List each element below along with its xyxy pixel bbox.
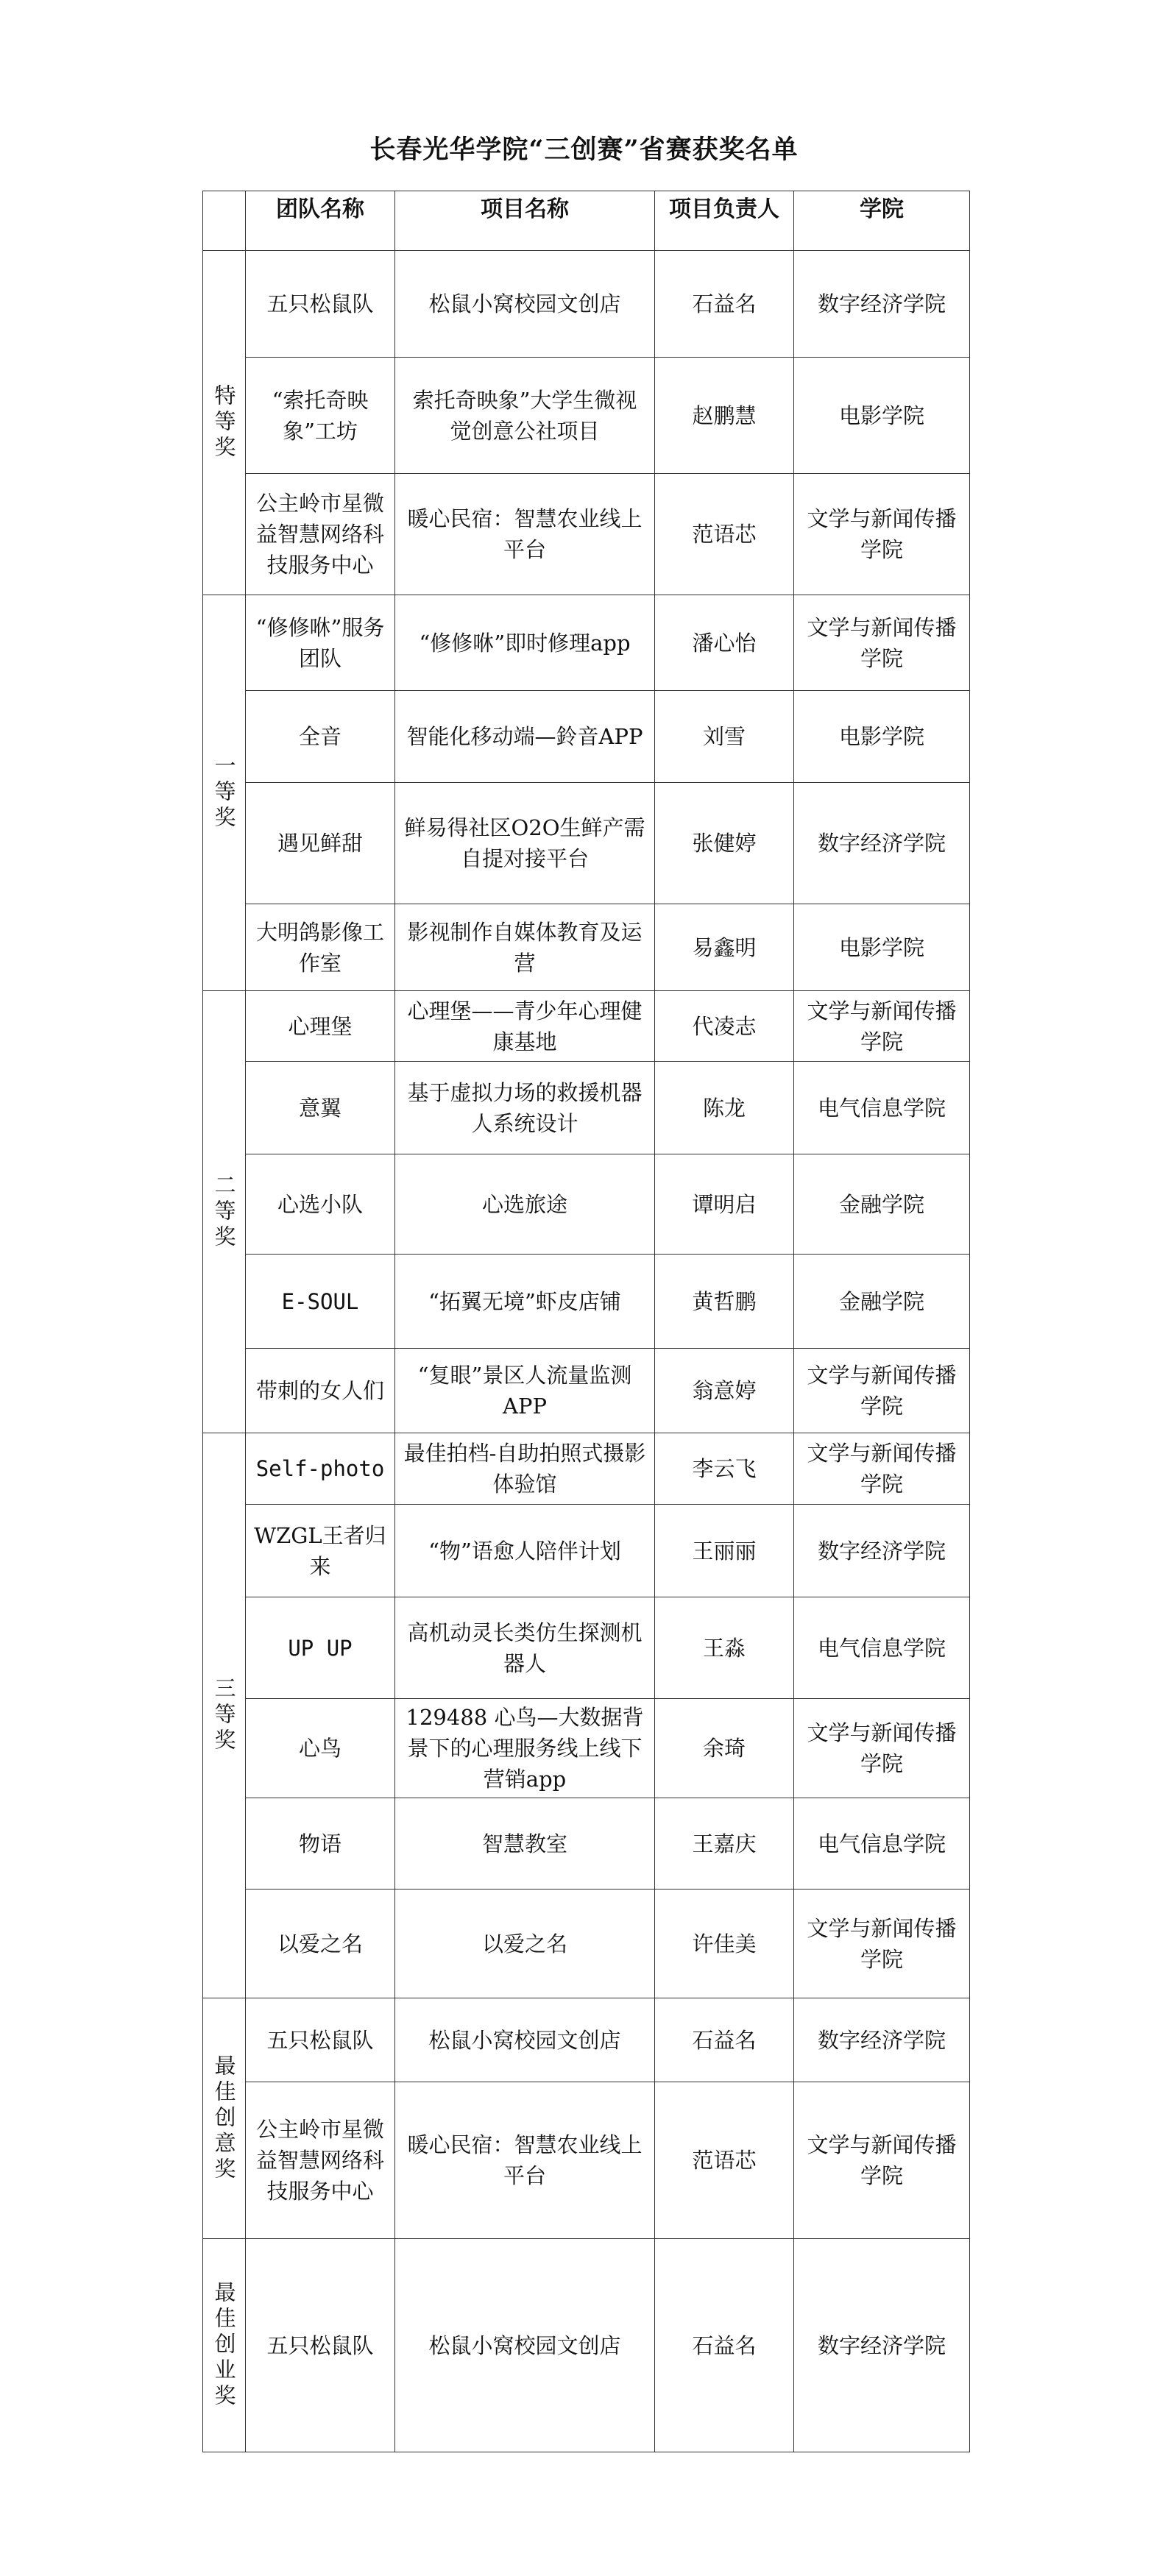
college-cell: 文学与新闻传播学院 bbox=[794, 1699, 970, 1798]
leader-cell: 代凌志 bbox=[655, 991, 794, 1062]
table-row bbox=[203, 1505, 970, 1597]
leader-cell: 易鑫明 bbox=[655, 904, 794, 991]
team-cell: WZGL王者归来 bbox=[246, 1505, 395, 1597]
college-cell: 金融学院 bbox=[794, 1154, 970, 1255]
college-cell: 电气信息学院 bbox=[794, 1597, 970, 1699]
project-cell: 暖心民宿：智慧农业线上平台 bbox=[395, 474, 655, 595]
team-cell: “修修咻”服务团队 bbox=[246, 595, 395, 691]
table-row bbox=[203, 595, 970, 691]
award-category-cell: 二等奖 bbox=[203, 991, 246, 1433]
college-cell: 电影学院 bbox=[794, 904, 970, 991]
project-cell: 心选旅途 bbox=[395, 1154, 655, 1255]
college-cell: 数字经济学院 bbox=[794, 1998, 970, 2082]
leader-cell: 刘雪 bbox=[655, 691, 794, 783]
award-category-cell: 最佳创业奖 bbox=[203, 2239, 246, 2452]
leader-cell: 黄哲鹏 bbox=[655, 1255, 794, 1349]
award-category-cell: 三等奖 bbox=[203, 1433, 246, 1998]
team-cell: 全音 bbox=[246, 691, 395, 783]
table-row bbox=[203, 358, 970, 474]
table-row bbox=[203, 251, 970, 358]
leader-cell: 李云飞 bbox=[655, 1433, 794, 1505]
project-cell: “拓翼无境”虾皮店铺 bbox=[395, 1255, 655, 1349]
table-header-row bbox=[203, 191, 970, 251]
table-row bbox=[203, 691, 970, 783]
team-cell: UP UP bbox=[246, 1597, 395, 1699]
team-cell: 公主岭市星微益智慧网络科技服务中心 bbox=[246, 474, 395, 595]
table-row bbox=[203, 1349, 970, 1433]
college-cell: 金融学院 bbox=[794, 1255, 970, 1349]
project-cell: 影视制作自媒体教育及运营 bbox=[395, 904, 655, 991]
team-cell: 遇见鲜甜 bbox=[246, 783, 395, 904]
college-cell: 电影学院 bbox=[794, 358, 970, 474]
team-cell: 带刺的女人们 bbox=[246, 1349, 395, 1433]
team-cell: 心鸟 bbox=[246, 1699, 395, 1798]
table-row bbox=[203, 1699, 970, 1798]
leader-cell: 张健婷 bbox=[655, 783, 794, 904]
table-row bbox=[203, 1798, 970, 1890]
project-cell: 以爱之名 bbox=[395, 1890, 655, 1998]
page-title: 长春光华学院“三创赛”省赛获奖名单 bbox=[369, 135, 799, 165]
team-cell: 大明鸽影像工作室 bbox=[246, 904, 395, 991]
table-body bbox=[203, 251, 970, 2452]
team-cell: 意翼 bbox=[246, 1062, 395, 1154]
college-cell: 电气信息学院 bbox=[794, 1798, 970, 1890]
table-row bbox=[203, 1597, 970, 1699]
college-cell: 数字经济学院 bbox=[794, 2239, 970, 2452]
table-row bbox=[203, 1998, 970, 2082]
table-row bbox=[203, 783, 970, 904]
college-cell: 文学与新闻传播学院 bbox=[794, 1433, 970, 1505]
table-row bbox=[203, 1255, 970, 1349]
college-cell: 文学与新闻传播学院 bbox=[794, 991, 970, 1062]
team-cell: 公主岭市星微益智慧网络科技服务中心 bbox=[246, 2082, 395, 2239]
project-cell: 最佳拍档-自助拍照式摄影体验馆 bbox=[395, 1433, 655, 1505]
college-cell: 文学与新闻传播学院 bbox=[794, 1890, 970, 1998]
leader-cell: 谭明启 bbox=[655, 1154, 794, 1255]
project-cell: 松鼠小窝校园文创店 bbox=[395, 2239, 655, 2452]
project-cell: 129488 心鸟—大数据背景下的心理服务线上线下营销app bbox=[395, 1699, 655, 1798]
table-row bbox=[203, 474, 970, 595]
awards-table bbox=[202, 191, 970, 2452]
table-row bbox=[203, 1433, 970, 1505]
header-team: 团队名称 bbox=[246, 191, 395, 251]
college-cell: 文学与新闻传播学院 bbox=[794, 2082, 970, 2239]
team-cell: 物语 bbox=[246, 1798, 395, 1890]
project-cell: “修修咻”即时修理app bbox=[395, 595, 655, 691]
college-cell: 文学与新闻传播学院 bbox=[794, 474, 970, 595]
leader-cell: 范语芯 bbox=[655, 474, 794, 595]
team-cell: 五只松鼠队 bbox=[246, 1998, 395, 2082]
team-cell: 心理堡 bbox=[246, 991, 395, 1062]
college-cell: 电气信息学院 bbox=[794, 1062, 970, 1154]
leader-cell: 王嘉庆 bbox=[655, 1798, 794, 1890]
project-cell: 高机动灵长类仿生探测机器人 bbox=[395, 1597, 655, 1699]
leader-cell: 石益名 bbox=[655, 1998, 794, 2082]
table-row bbox=[203, 2239, 970, 2452]
college-cell: 数字经济学院 bbox=[794, 251, 970, 358]
project-cell: 暖心民宿：智慧农业线上平台 bbox=[395, 2082, 655, 2239]
leader-cell: 翁意婷 bbox=[655, 1349, 794, 1433]
award-category-cell: 一等奖 bbox=[203, 595, 246, 991]
table-row bbox=[203, 1890, 970, 1998]
project-cell: 索托奇映象”大学生微视觉创意公社项目 bbox=[395, 358, 655, 474]
award-category-cell: 特等奖 bbox=[203, 251, 246, 595]
team-cell: 以爱之名 bbox=[246, 1890, 395, 1998]
table-row bbox=[203, 1154, 970, 1255]
college-cell: 文学与新闻传播学院 bbox=[794, 595, 970, 691]
college-cell: 文学与新闻传播学院 bbox=[794, 1349, 970, 1433]
leader-cell: 陈龙 bbox=[655, 1062, 794, 1154]
table-row bbox=[203, 904, 970, 991]
team-cell: Self-photo bbox=[246, 1433, 395, 1505]
award-category-cell: 最佳创意奖 bbox=[203, 1998, 246, 2239]
header-award bbox=[203, 191, 246, 251]
project-cell: 松鼠小窝校园文创店 bbox=[395, 251, 655, 358]
table-row bbox=[203, 991, 970, 1062]
table-row bbox=[203, 1062, 970, 1154]
team-cell: 心选小队 bbox=[246, 1154, 395, 1255]
header-leader: 项目负责人 bbox=[655, 191, 794, 251]
leader-cell: 赵鹏慧 bbox=[655, 358, 794, 474]
leader-cell: 许佳美 bbox=[655, 1890, 794, 1998]
project-cell: 鲜易得社区O2O生鲜产需自提对接平台 bbox=[395, 783, 655, 904]
leader-cell: 余琦 bbox=[655, 1699, 794, 1798]
team-cell: 五只松鼠队 bbox=[246, 2239, 395, 2452]
college-cell: 数字经济学院 bbox=[794, 1505, 970, 1597]
leader-cell: 石益名 bbox=[655, 2239, 794, 2452]
table-row bbox=[203, 2082, 970, 2239]
leader-cell: 王淼 bbox=[655, 1597, 794, 1699]
leader-cell: 石益名 bbox=[655, 251, 794, 358]
project-cell: 智能化移动端—鈴音APP bbox=[395, 691, 655, 783]
college-cell: 数字经济学院 bbox=[794, 783, 970, 904]
team-cell: “索托奇映象”工坊 bbox=[246, 358, 395, 474]
header-college: 学院 bbox=[794, 191, 970, 251]
project-cell: 心理堡——青少年心理健康基地 bbox=[395, 991, 655, 1062]
team-cell: 五只松鼠队 bbox=[246, 251, 395, 358]
leader-cell: 王丽丽 bbox=[655, 1505, 794, 1597]
project-cell: “复眼”景区人流量监测APP bbox=[395, 1349, 655, 1433]
project-cell: 智慧教室 bbox=[395, 1798, 655, 1890]
project-cell: “物”语愈人陪伴计划 bbox=[395, 1505, 655, 1597]
college-cell: 电影学院 bbox=[794, 691, 970, 783]
project-cell: 基于虚拟力场的救援机器人系统设计 bbox=[395, 1062, 655, 1154]
leader-cell: 潘心怡 bbox=[655, 595, 794, 691]
leader-cell: 范语芯 bbox=[655, 2082, 794, 2239]
team-cell: E-SOUL bbox=[246, 1255, 395, 1349]
project-cell: 松鼠小窝校园文创店 bbox=[395, 1998, 655, 2082]
header-project: 项目名称 bbox=[395, 191, 655, 251]
